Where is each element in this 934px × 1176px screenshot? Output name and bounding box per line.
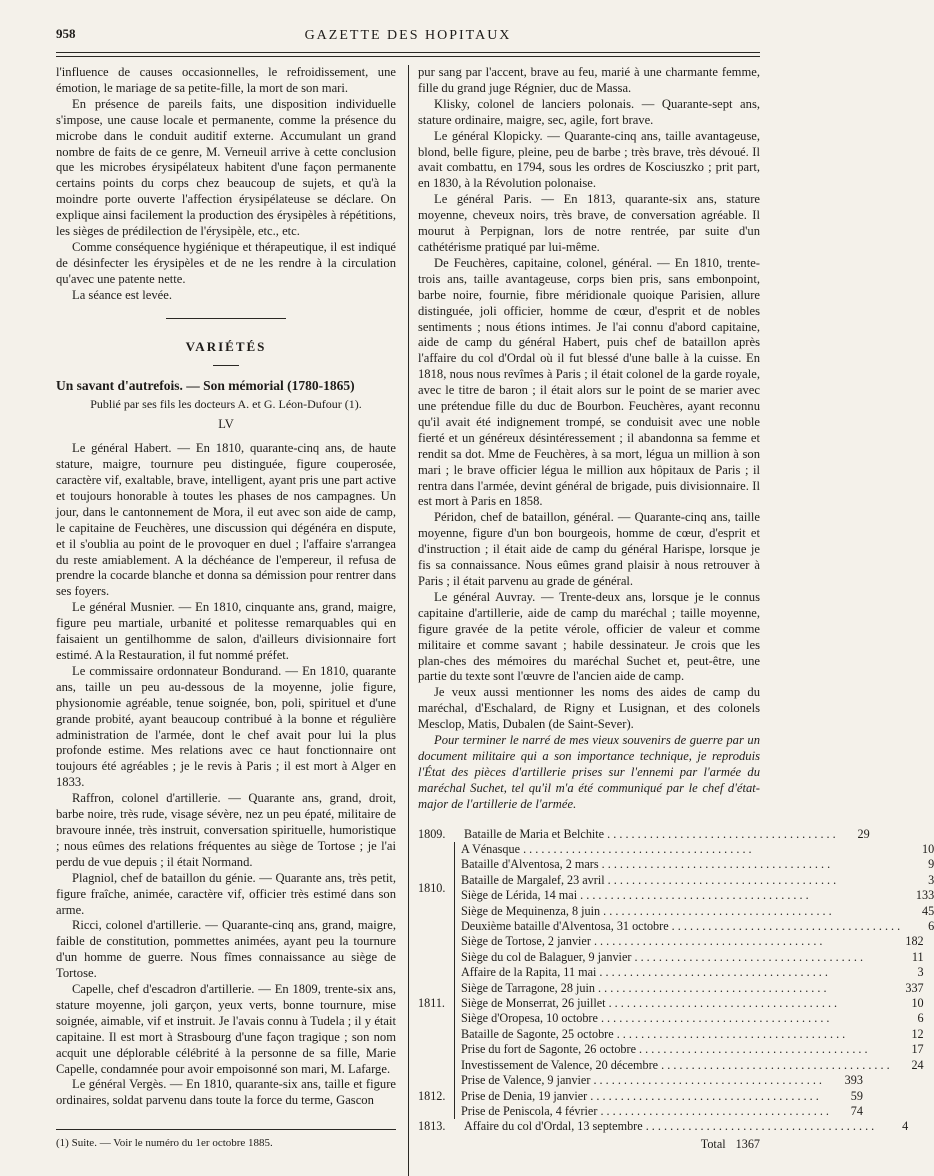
paragraph: Raffron, colonel d'artillerie. — Quarante ans, grand, droit, barbe noire, très rude, visage sévère, nez un peu épaté, militaire de bravoure innée, très instruit, conversation spirituelle, humoristique ; nous eûmes des relations fréquentes au siège de Tortose ; je l'ai perdu de vue depuis ; il était Normand. [56,791,396,869]
table-label: Bataille de Maria et Belchite . . . [464,827,836,842]
table-label: Deuxième bataille d'Alventosa, 31 octobre . . . [461,919,900,934]
separator-rule [213,365,239,366]
table-row [461,1073,863,1088]
table-value: 393 [844,1073,863,1088]
table-value: 6 [917,1011,924,1026]
table-value: 74 [850,1103,863,1118]
year-group-rows [454,934,924,1073]
table-row [461,1011,924,1026]
paragraph: De Feuchères, capitaine, colonel, général. — En 1810, trente-trois ans, taille avantageuse, corps bien pris, sans embonpoint, barbe noire, fournie, fibre méridionale quoique Parisien, allure distinguée, joli officier, homme de cœur, d'esprit et de nobles sentiments ; nous étions intimes. Je l'ai connu d'abord capitaine, aide de camp du général Habert, puis chef de bataillon après l'affaire du col d'Ordal où il fut blessé d'une balle à la cuisse. En 1818, nous nous revîmes à Paris ; il était colonel de la garde royale, avec le titre de baron ; il était alors sur le point de se marier avec une prétendue fille du duc de Bourbon. Feuchères, ayant reconnu qu'il avait été indignement trompé, se conduisit avec une noble fierté et un généreux désintéressement ; il abandonna sa femme et rendit sa dot. Mme de Feuchères, à sa mort, légua un million à son mari ; le brave officier légua le million aux hôpitaux de Paris ; il rentra dans l'armée, devint général de brigade, puis divisionnaire. Il est mort à Paris en 1858. [418,255,760,509]
column-divider [408,65,409,1176]
table-year: 1812. [418,1088,446,1103]
table-row [418,1119,909,1134]
year-group-rows [454,1073,863,1119]
table-value: 9 [928,857,934,872]
table-value: 24 [911,1057,924,1072]
table-row [461,1104,863,1119]
table-value: 337 [905,980,924,995]
year-group [418,842,934,934]
table-year: 1809. [418,826,446,841]
paragraph: Klisky, colonel de lanciers polonais. — Quarante-sept ans, stature ordinaire, maigre, sec, agile, fort brave. [418,96,760,127]
paragraph: Plagniol, chef de bataillon du génie. — Quarante ans, très petit, figure fraîche, animée, caractère vif, officier très estimé dans son arme. [56,870,396,917]
table-row [461,965,924,980]
page-header [56,22,760,42]
table-row [461,857,934,872]
paragraph: pur sang par l'accent, brave au feu, marié à une charmante femme, fille du grand juge Régnier, duc de Massa. [418,65,760,95]
two-column-body [56,65,934,1152]
table-label: Bataille d'Alventosa, 2 mars . . . [461,857,900,872]
paragraph: Le général Klopicky. — Quarante-cinq ans, taille avantageuse, blond, belle figure, pleine, peu de barbe ; très brave, très dévoué. Il avait combattu, en 1794, sous les ordres de Kosciuszko ; prit part, en 1830, à la Révolution polonaise. [418,128,760,191]
paragraph: Le général Auvray. — Trente-deux ans, lorsque je le connus capitaine d'artillerie, aide de camp du maréchal ; taille moyenne, figure gravée de la petite vérole, officier de valeur et comme militaire et comme savant ; habile dessinateur. Je crois que les plan-ches des mémoires du maréchal Suchet et, peut-être, une partie du texte sont l'œuvre de l'ancien aide de camp. [418,589,760,684]
paragraph: Le général Musnier. — En 1810, cinquante ans, grand, maigre, figure peu martiale, urbanité et politesse remarquables qui en faisaient un gentilhomme de salon, d'ailleurs divisionnaire fort estimé. A la Restauration, il fut nommé préfet. [56,600,396,662]
paragraph: Le commissaire ordonnateur Bondurand. — En 1810, quarante ans, taille un peu au-dessous de la moyenne, jolie figure, physionomie agréable, tenue soignée, bon, poli, spirituel et d'une grande probité, ayant beaucoup contribué à la bonne et régulière administration de l'armée, dont le chef avait pour lui la plus profonde estime. Mes relations avec ce haut fonctionnaire ont toujours été agréables ; je le revis à Paris ; il est mort à Alger en 1833. [56,663,396,790]
table-value: 17 [911,1042,924,1057]
paragraph: Le général Paris. — En 1813, quarante-six ans, stature moyenne, cheveux noirs, très brave, de conversation agréable. Il mourut à Perpignan, lors de notre rentrée, par suite d'un cathétérisme pratiqué par lui-même. [418,192,760,254]
table-label: Affaire du col d'Ordal, 13 septembre . . . [464,1119,874,1134]
table-row [461,919,934,934]
table-label: Bataille de Margalef, 23 avril . . . [461,873,900,888]
table-label: Prise du fort de Sagonte, 26 octobre . . . [461,1042,890,1057]
paragraph: Capelle, chef d'escadron d'artillerie. — En 1809, trente-six ans, stature moyenne, joli garçon, yeux verts, bonne tournure, mise soignée, aimable, vif et instruit. Je l'avais connu à Tudela ; il y était capitaine. Il est mort à Strasbourg d'une façon tragique ; son nom acquit une déplorable célébrité à la personne de sa fille, Marie Capelle, condamnée pour avoir empoisonné son mari, M. Lafarge. [56,982,396,1076]
total-value: 1367 [735,1136,760,1151]
table-label: Siège de Tortose, 2 janvier . . . [461,934,890,949]
table-value: 45 [922,903,934,918]
table-total-row [418,1137,760,1152]
artillery-table [418,826,934,1153]
table-year: 1810. [418,880,446,895]
table-row [461,1089,863,1104]
table-label: Siège de Monserrat, 26 juillet . . . [461,996,890,1011]
year-group [418,934,924,1073]
right-column [418,65,934,1152]
table-value: 10 [911,996,924,1011]
table-label: Siège de Mequinenza, 8 juin . . . [461,904,900,919]
page-number: 958 [56,26,76,41]
paragraph: Ricci, colonel d'artillerie. — Quarante-cinq ans, grand, maigre, faible de constitution, pommettes animées, ayant peu la tournure d'un homme de guerre. Nous fîmes connaissance au siège de Tortose. [56,918,396,981]
table-label: Prise de Peniscola, 4 février . . . [461,1104,829,1119]
table-label: Affaire de la Rapita, 11 mai . . . [461,965,890,980]
paragraph: Comme conséquence hygiénique et thérapeutique, il est indiqué de désinfecter les érysipèles et de ne les rendre à la circulation qu'avec une patente nette. [56,239,396,286]
table-row [461,842,934,857]
table-year: 1811. [418,996,445,1011]
table-label: Siège de Tarragone, 28 juin . . . [461,981,890,996]
table-row [461,1058,924,1073]
article-byline: Publié par ses fils les docteurs A. et G. Léon-Dufour (1). [90,397,362,412]
closing-line: La séance est levée. [72,287,172,302]
separator-rule [166,318,286,319]
paragraph: Le général Vergès. — En 1810, quarante-six ans, taille et figure ordinaires, soldat parvenu dans toute la force du terme, Gascon [56,1077,396,1108]
table-value: 3 [917,965,924,980]
table-label: Siège d'Oropesa, 10 octobre . . . [461,1011,890,1026]
table-row [461,1027,924,1042]
year-group [418,1073,863,1119]
table-row [461,1042,924,1057]
left-column [56,65,396,1152]
table-row [461,981,924,996]
table-row [418,826,870,842]
table-row [461,904,934,919]
table-value: 11 [911,949,924,964]
table-row [461,934,924,949]
paragraph: l'influence de causes occasionnelles, le refroidissement, une émotion, le mariage de sa petite-fille, la mort de son mari. [56,65,396,95]
footnote-rule [56,1129,396,1130]
table-label: Siège de Lérida, 14 mai . . . [461,888,900,903]
table-label: Prise de Denia, 19 janvier . . . [461,1089,829,1104]
table-label: Siège du col de Balaguer, 9 janvier . . . [461,950,890,965]
paragraph: Je veux aussi mentionner les noms des aides de camp du maréchal, d'Eschalard, de Rigny et Lusignan, et des colonels Mesclop, Matis, Dubalen (de Saint-Sever). [418,685,760,732]
table-value: 133 [915,888,934,903]
table-value: 182 [905,934,924,949]
table-label: Bataille de Sagonte, 25 octobre . . . [461,1027,890,1042]
paragraph: Pour terminer le narré de mes vieux souvenirs de guerre par un document militaire qui a son importance technique, je reproduis l'État des pièces d'artillerie prises sur l'ennemi par l'armée du maréchal Suchet, tel qu'il m'a été communiqué par le chef d'état-major de l'artillerie de l'armée. [418,733,760,811]
article-title: Un savant d'autrefois. — Son mémorial (1780-1865) [56,377,355,393]
chapter-number: LV [218,417,234,432]
table-label: Investissement de Valence, 20 décembre . . . [461,1058,890,1073]
paragraph: En présence de pareils faits, une disposition individuelle s'impose, une cause locale et permanente, comme la présence du microbe dans le conduit auditif externe. Accumulant un grand nombre de faits de ce genre, M. Verneuil arrive à cette conclusion que les microbes érysipélateux habitent d'une façon permanente certains points du corps chez beaucoup de sujets, et qu'à la moindre porte ouverte l'affection érysipélateuse se déclare. On explique ainsi facilement la production des érysipèles à répétitions, les sièges de prédilection de l'érysipèle, etc., etc. [56,96,396,239]
table-value: 6 [928,919,934,934]
table-year: 1813. [418,1119,446,1134]
table-label: Prise de Valence, 9 janvier . . . [461,1073,829,1088]
table-value: 29 [857,826,870,841]
table-value: 4 [902,1119,909,1134]
table-row [461,888,934,903]
table-value: 12 [911,1026,924,1041]
year-group-rows [454,842,934,934]
table-row [461,950,924,965]
table-value: 3 [928,872,934,887]
table-value: 10 [922,842,934,856]
paragraph: Le général Habert. — En 1810, quarante-cinq ans, de haute stature, maigre, tournure peu distinguée, figure couperosée, caractère vif, exaltable, brave, intelligent, ayant pris une part active et toujours honorable à toutes les phases de nos campagnes. Un jour, dans le cantonnement de Mora, il eut avec son aide de camp, le capitaine de Feuchères, une discussion qui dégénéra en dispute, et il s'oublia au point de le provoquer en duel ; l'affaire s'arrangea du reste amiablement. A la déchéance de l'empereur, il refusa de prendre la cocarde blanche et donna sa démission pour rentrer dans ses foyers. [56,441,396,599]
table-label: A Vénasque . . . [461,842,900,857]
table-value: 59 [850,1088,863,1103]
total-label: Total [700,1136,726,1151]
section-heading: VARIÉTÉS [185,338,267,354]
header-rule [56,52,760,57]
paragraph: Péridon, chef de bataillon, général. — Quarante-cinq ans, taille moyenne, figure d'un bon bourgeois, homme de cœur, d'esprit et d'instruction ; il était aide de camp du général Harispe, lorsque je fis sa connaissance. Nous eûmes grand plaisir à nous retrouver à Paris ; il était parvenu au grade de général. [418,510,760,588]
journal-title: GAZETTE DES HOPITAUX [304,28,512,43]
table-row [461,873,934,888]
table-row [461,996,924,1011]
footnote: (1) Suite. — Voir le numéro du 1er octobre 1885. [56,1137,273,1150]
